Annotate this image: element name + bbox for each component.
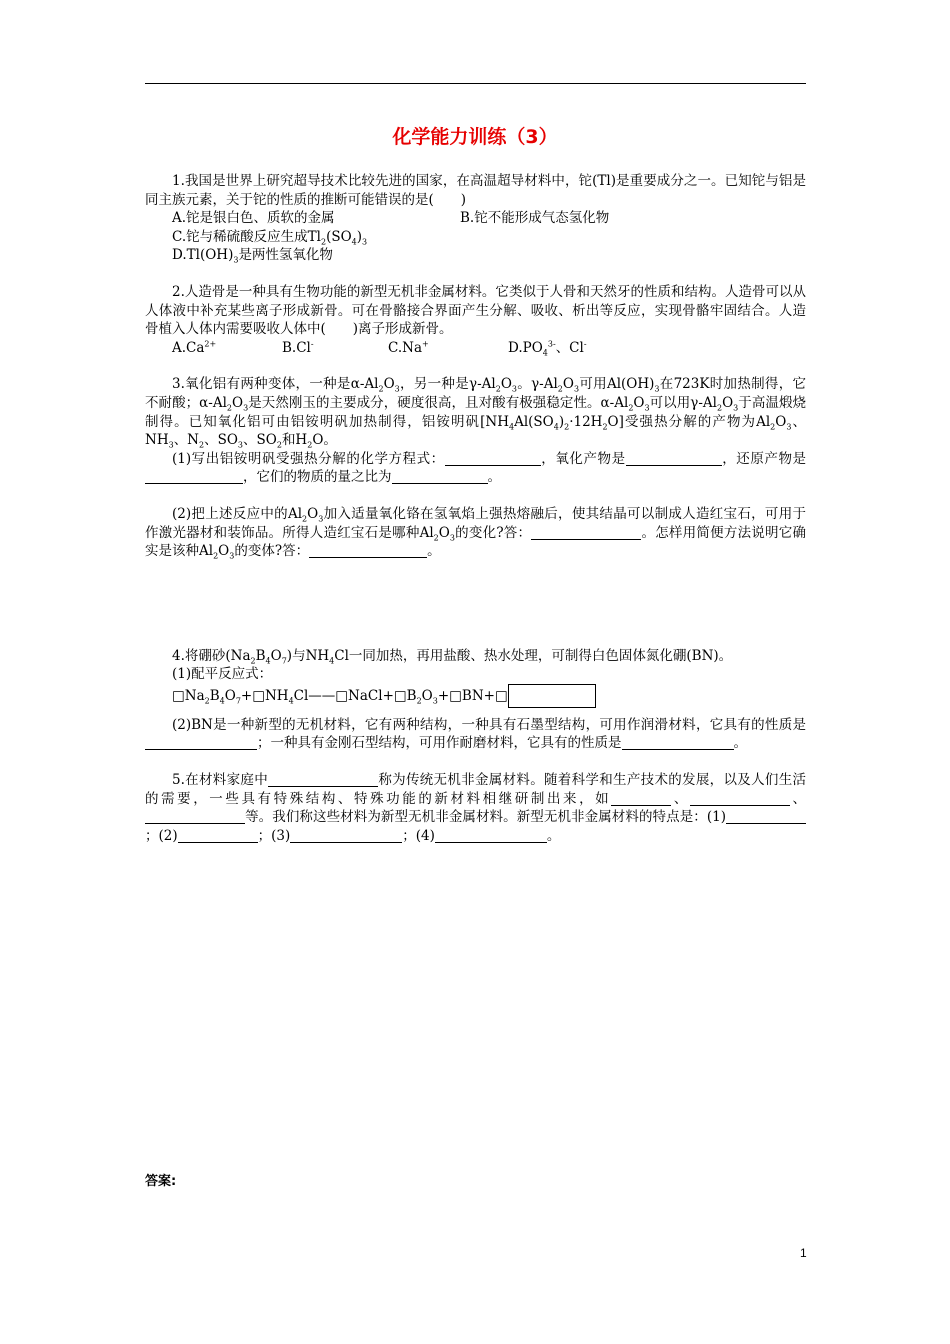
q4-product-box[interactable] [508, 684, 596, 708]
q3-blank-method[interactable] [309, 544, 427, 558]
q4-stem: 4.将硼砂$(Na_2B_4O_7)$与$NH_4Cl$一同加热，再用盐酸、热水处理，可制得白色固体氮化硼(BN)。 [172, 647, 733, 666]
q5-blank-example-1[interactable] [611, 792, 671, 806]
q3-stem: 3.氧化铝有两种变体，一种是$\alpha-Al_2O_3$，另一种是$\gamma-Al_2O_3$。$\gamma-Al_2O_3$可用$Al(OH)_3$在723K时加热制得，它不耐酸；$\alpha-Al_2O_3$是天然刚玉的主要成分，硬度很高，且对酸有极强稳定性。$\alpha-Al_2O_3$可以用$\gamma-Al_2O_3$于高温煅烧制得。已知氧化铝可由铝铵明矾加热制得，铝铵明矾$[NH_4Al(SO_4)_2\cdot 12H_2O]$受强热分解的产物为$Al_2O_3$、$NH_3$、$N_2$、$SO_3$、$SO_2$和$H_2O$。 [145, 376, 807, 450]
q4-blank-diamond-property[interactable] [622, 736, 734, 750]
q3-blank-oxidation-product[interactable] [626, 452, 722, 466]
q5-text: 5.在材料家庭中 称为传统无机非金属材料。随着科学和生产技术的发展，以及人们生活的需要，一些具有特殊结构、特殊功能的新材料相继研制出来，如 、 、等。我们称这些材料为新型无机非金属材料。新型无机非金属材料的特点是：(1)；(2) ；(3) ；(4) 。 [145, 772, 807, 844]
q5-blank-feature-2[interactable] [178, 829, 258, 843]
q5-blank-example-3[interactable] [145, 810, 245, 824]
q4-equation: $□Na_2B_4O_7+□NH_4Cl——□NaCl+□B_2O_3+□BN+□$ [145, 684, 806, 708]
q5-blank-example-2[interactable] [690, 792, 790, 806]
q5-blank-feature-3[interactable] [290, 829, 402, 843]
q1-option-b: B.铊不能形成气态氢化物 [460, 210, 610, 227]
q2-option-a: $A.Ca^{2+}$ [172, 339, 217, 356]
q1-option-a: A.铊是银白色、质软的金属 [172, 210, 335, 227]
question-5 [145, 771, 806, 845]
document-body [145, 172, 806, 845]
q1-stem: 1.我国是世界上研究超导技术比较先进的国家，在高温超导材料中，铊(Tl)是重要成分之一。已知铊与铝是同主族元素，关于铊的性质的推断可能错误的是( ) [145, 173, 806, 208]
q3-blank-reduction-product[interactable] [145, 470, 243, 484]
question-1 [145, 172, 806, 265]
q5-blank-feature-1[interactable] [726, 810, 806, 824]
q5-blank-traditional[interactable] [268, 773, 378, 787]
q2-stem: 2.人造骨是一种具有生物功能的新型无机非金属材料。它类似于人骨和天然牙的性质和结构。人造骨可以从人体液中补充某些离子形成新骨。可在骨骼接合界面产生分解、吸收、析出等反应，实现骨骼牢固结合。人造骨植入人体内需要吸收人体中( )离子形成新骨。 [145, 283, 806, 338]
header-rule [145, 83, 806, 84]
q3-part-2: (2)把上述反应中的$Al_2O_3$加入适量氧化铬在氢氧焰上强热熔融后，使其结晶可以制成人造红宝石，可用于作激光器材和装饰品。所得人造红宝石是哪种$Al_2O_3$的变化?答： 。怎样用简便方法说明它确实是该种$Al_2O_3$的变体?答： 。 [145, 505, 806, 561]
question-2 [145, 283, 806, 357]
q3-part-1: (1)写出铝铵明矾受强热分解的化学方程式： ，氧化产物是 ，还原产物是，它们的物质的量之比为 。 [145, 450, 806, 487]
q1-option-d: $D.Tl(OH)_3$是两性氢氧化物 [172, 247, 333, 266]
q3-blank-equation[interactable] [445, 452, 541, 466]
answer-label: 答案: [145, 1174, 177, 1189]
q2-option-c: C.Na+ [388, 339, 429, 356]
q2-option-d: $D.PO_4^{3-}$、Cl- [508, 339, 587, 358]
question-3 [145, 375, 806, 560]
q5-blank-feature-4[interactable] [435, 829, 547, 843]
page-title: 化学能力训练（3） [392, 126, 558, 148]
q1-options-ab [145, 209, 806, 228]
q4-part-2: (2)BN是一种新型的无机材料，它有两种结构，一种具有石墨型结构，可用作润滑材料，它具有的性质是；一种具有金刚石型结构，可用作耐磨材料，它具有的性质是 。 [145, 716, 806, 753]
q3-blank-which-variant[interactable] [531, 526, 641, 540]
q1-option-c: C.铊与稀硫酸反应生成$Tl_2(SO_4)_3$ [172, 228, 368, 247]
page-number: 1 [800, 1246, 807, 1260]
q4-blank-graphite-property[interactable] [145, 736, 257, 750]
q2-option-b: B.Cl- [282, 339, 314, 356]
question-4 [145, 647, 806, 753]
q4-part-1: (1)配平反应式： [172, 666, 273, 683]
q2-options [145, 339, 806, 358]
q3-blank-ratio[interactable] [392, 470, 488, 484]
